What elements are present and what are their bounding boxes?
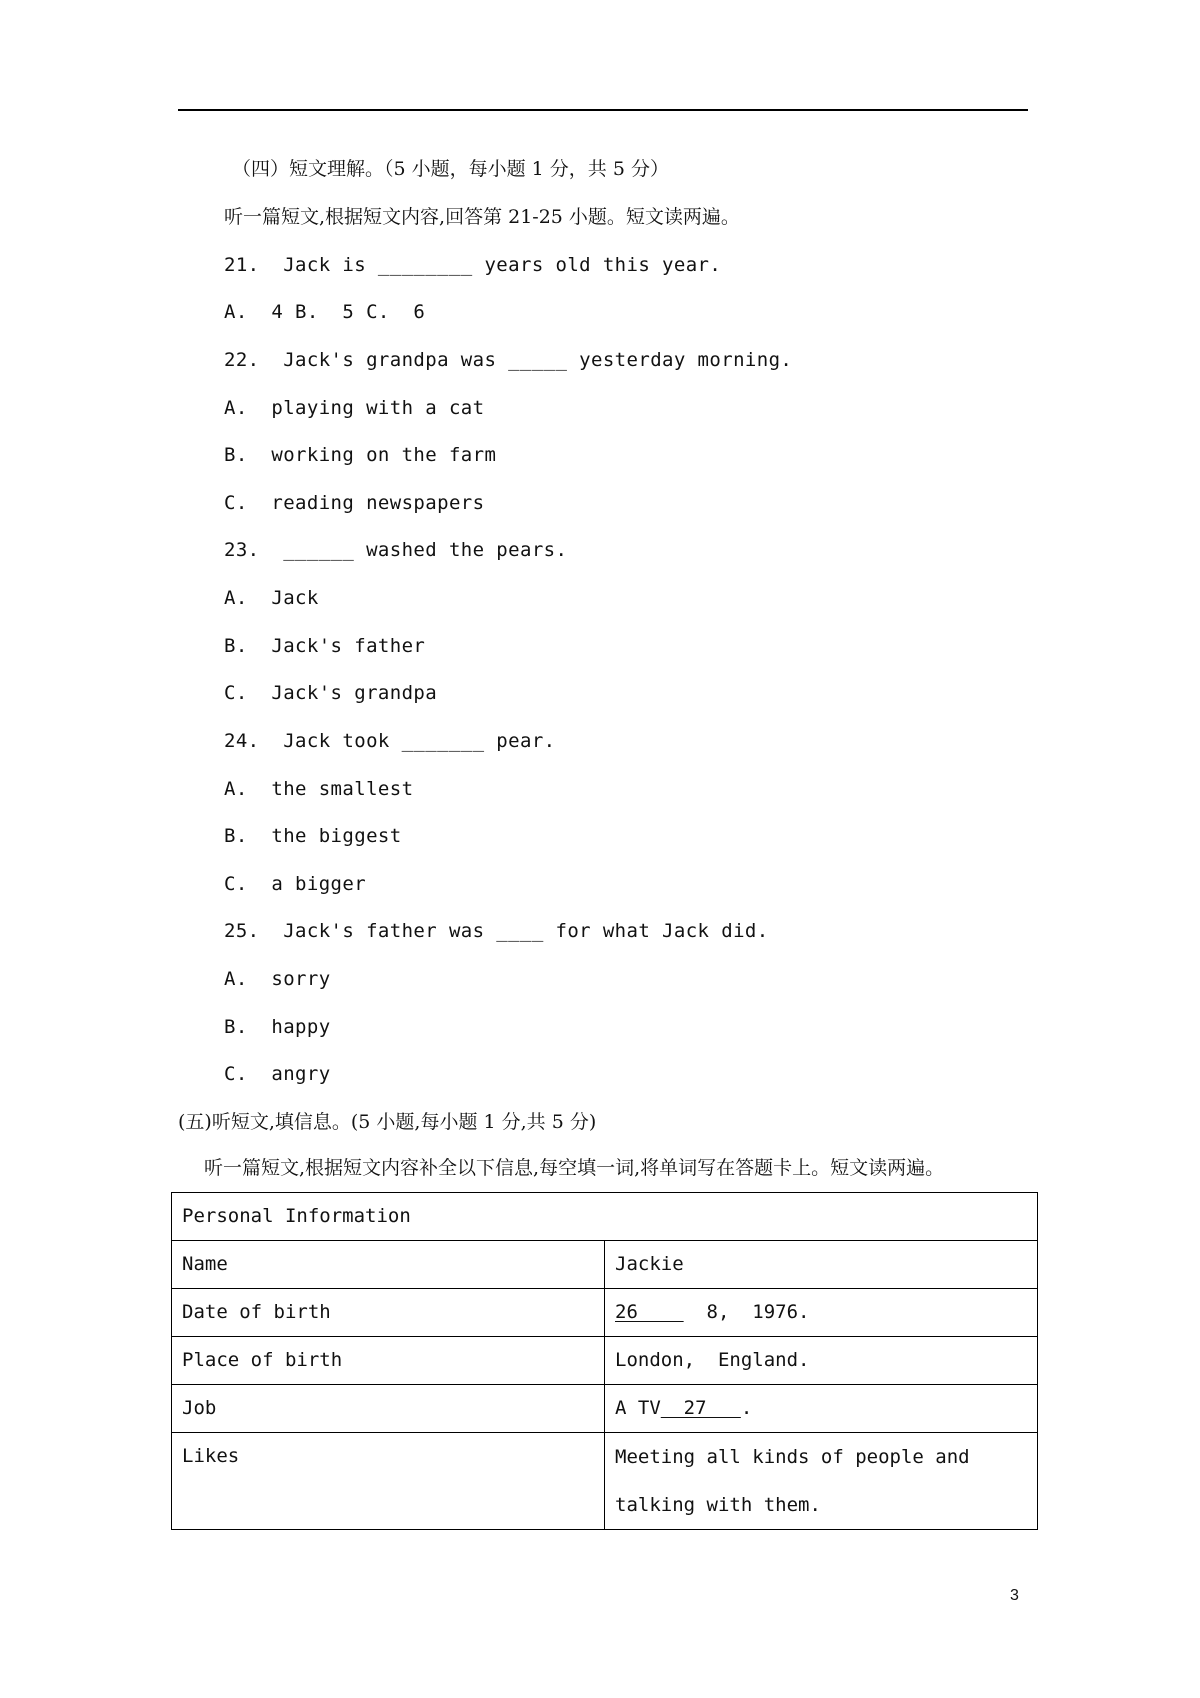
row-value-likes: [605, 1433, 1038, 1530]
question-23-option-a: A. Jack: [224, 587, 319, 609]
row-value-job: [605, 1385, 1038, 1433]
table-title-row: [172, 1193, 1038, 1241]
question-21-stem: 21. Jack is ________ years old this year.: [224, 254, 722, 276]
question-25-option-b: B. happy: [224, 1016, 331, 1038]
section5-instruction: 听一篇短文,根据短文内容补全以下信息,每空填一词,将单词写在答题卡上。短文读两遍。: [204, 1157, 945, 1179]
row-label-likes: Likes: [172, 1433, 605, 1530]
question-22-option-c: C. reading newspapers: [224, 492, 485, 514]
table-row: [172, 1337, 1038, 1385]
question-24-option-b: B. the biggest: [224, 825, 402, 847]
table-title: Personal Information: [172, 1193, 1038, 1241]
table-row: [172, 1433, 1038, 1530]
question-24-option-a: A. the smallest: [224, 778, 414, 800]
question-22-option-a: A. playing with a cat: [224, 397, 485, 419]
question-23-stem: 23. ______ washed the pears.: [224, 539, 568, 561]
row-value-name: [605, 1241, 1038, 1289]
section5-heading: (五)听短文,填信息。(5 小题,每小题 1 分,共 5 分): [178, 1111, 597, 1133]
question-22-stem: 22. Jack's grandpa was _____ yesterday morning.: [224, 349, 793, 371]
table-row: [172, 1289, 1038, 1337]
table-row: [172, 1385, 1038, 1433]
header-rule: [178, 109, 1028, 111]
row-value-place-of-birth: [605, 1337, 1038, 1385]
row-label-place-of-birth: Place of birth: [172, 1337, 605, 1385]
row-label-date-of-birth: Date of birth: [172, 1289, 605, 1337]
question-25-option-a: A. sorry: [224, 968, 331, 990]
personal-information-table: [171, 1192, 1038, 1530]
page-number: 3: [1010, 1587, 1019, 1604]
section4-heading: （四）短文理解。（5 小题，每小题 1 分，共 5 分）: [232, 158, 669, 180]
question-25-stem: 25. Jack's father was ____ for what Jack did.: [224, 920, 769, 942]
value-text: Jackie: [615, 1253, 684, 1275]
question-24-option-c: C. a bigger: [224, 873, 367, 895]
row-label-name: Name: [172, 1241, 605, 1289]
table-row: [172, 1241, 1038, 1289]
question-23-option-b: B. Jack's father: [224, 635, 426, 657]
value-text: 8, 1976.: [683, 1301, 810, 1323]
value-text: London, England.: [615, 1349, 810, 1371]
question-24-stem: 24. Jack took _______ pear.: [224, 730, 556, 752]
value-text: Meeting all kinds of people and talking with them.: [615, 1446, 970, 1516]
question-21-options: A. 4 B. 5 C. 6: [224, 301, 426, 323]
value-text: A TV: [615, 1397, 661, 1419]
answer-blank-26: 26: [615, 1301, 684, 1323]
answer-blank-27: 27: [660, 1397, 741, 1419]
row-label-job: Job: [172, 1385, 605, 1433]
value-text: .: [740, 1397, 753, 1419]
question-23-option-c: C. Jack's grandpa: [224, 682, 438, 704]
section4-instruction: 听一篇短文,根据短文内容,回答第 21-25 小题。短文读两遍。: [224, 206, 740, 228]
row-value-date-of-birth: [605, 1289, 1038, 1337]
question-25-option-c: C. angry: [224, 1063, 331, 1085]
question-22-option-b: B. working on the farm: [224, 444, 497, 466]
